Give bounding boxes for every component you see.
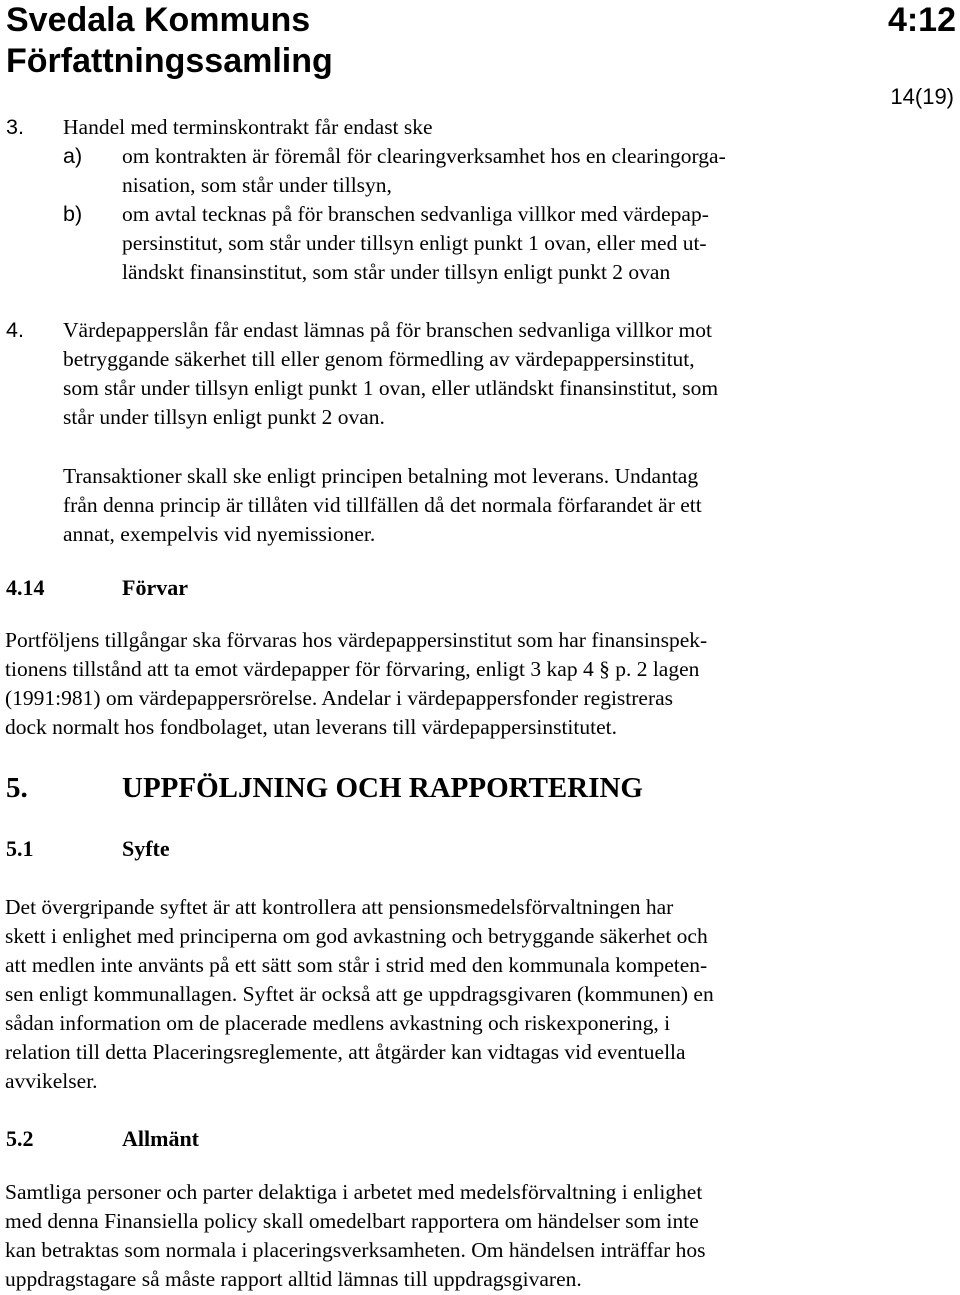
section-5-number: 5. [6, 772, 28, 804]
section-5-1-line7: avvikelser. [5, 1069, 98, 1093]
item4-line2: betryggande säkerhet till eller genom förmedling av värdepappersinstitut, [63, 347, 695, 371]
section-5-1-number: 5.1 [6, 836, 34, 861]
section-5-1-line5: sådan information om de placerade medlens avkastning och riskexponering, i [5, 1011, 671, 1035]
document-header-title [6, 0, 333, 82]
section-5-2-line3: kan betraktas som normala i placeringsverksamheten. Om händelsen inträffar hos [5, 1238, 706, 1262]
section-4-14-paragraph [5, 626, 827, 742]
item3-b-line3: ländskt finansinstitut, som står under tillsyn enligt punkt 2 ovan [122, 260, 671, 284]
section-5-2-paragraph [5, 1178, 827, 1294]
item4-line3: som står under tillsyn enligt punkt 1 ovan, eller utländskt finansinstitut, som [63, 376, 719, 400]
item3-a-label: a) [63, 144, 83, 168]
page-number: 14(19) [890, 84, 954, 109]
item3-b-line2: persinstitut, som står under tillsyn enligt punkt 1 ovan, eller med ut- [122, 231, 707, 255]
section-5-2-title: Allmänt [122, 1126, 199, 1151]
section-5-1-line6: relation till detta Placeringsreglemente, att åtgärder kan vidtagas vid eventuella [5, 1040, 686, 1064]
section-4-14-title: Förvar [122, 575, 188, 600]
section-5-1-line2: skett i enlighet med principerna om god avkastning och betryggande säkerhet och [5, 924, 708, 948]
item4-line4: står under tillsyn enligt punkt 2 ovan. [63, 405, 385, 429]
item3-number: 3. [6, 115, 24, 139]
item4-para2-line2: från denna princip är tillåten vid tillfällen då det normala förfarandet är ett [63, 493, 702, 517]
header-title-line1: Svedala Kommuns [6, 1, 311, 39]
item3-intro: Handel med terminskontrakt får endast ske [63, 115, 433, 139]
section-5-1-line1: Det övergripande syftet är att kontrollera att pensionsmedelsförvaltningen har [5, 895, 674, 919]
document-code: 4:12 [887, 1, 956, 39]
item3-a-line2: nisation, som står under tillsyn, [122, 173, 392, 197]
section-5-1-title: Syfte [122, 836, 170, 861]
item4-number: 4. [6, 318, 24, 342]
item3-b-label: b) [63, 202, 83, 226]
section-4-14-line1: Portföljens tillgångar ska förvaras hos värdepappersinstitut som har finansinspek- [5, 628, 708, 652]
item4-para2-line1: Transaktioner skall ske enligt principen betalning mot leverans. Undantag [63, 464, 699, 488]
section-5-2-line2: med denna Finansiella policy skall omedelbart rapportera om händelser som inte [5, 1209, 699, 1233]
item4-line1: Värdepapperslån får endast lämnas på för branschen sedvanliga villkor mot [63, 318, 712, 342]
section-5-2-line1: Samtliga personer och parter delaktiga i arbetet med medelsförvaltning i enlighet [5, 1180, 703, 1204]
item3-b-line1: om avtal tecknas på för branschen sedvanliga villkor med värdepap- [122, 202, 709, 226]
section-5-1-paragraph [5, 893, 827, 1096]
section-4-14-line3: (1991:981) om värdepappersrörelse. Andelar i värdepappersfonder registreras [5, 686, 674, 710]
item4-para2-line3: annat, exempelvis vid nyemissioner. [63, 522, 376, 546]
section-4-14-line4: dock normalt hos fondbolaget, utan leverans till värdepappersinstitutet. [5, 715, 617, 739]
header-title-line2: Författningssamling [6, 42, 333, 80]
section-5-1-line4: sen enligt kommunallagen. Syftet är också att ge uppdragsgivaren (kommunen) en [5, 982, 714, 1006]
section-5-2-number: 5.2 [6, 1126, 34, 1151]
section-5-2-line4: uppdragstagare så måste rapport alltid lämnas till uppdragsgivaren. [5, 1267, 582, 1291]
section-4-14-line2: tionens tillstånd att ta emot värdepapper för förvaring, enligt 3 kap 4 § p. 2 lagen [5, 657, 700, 681]
section-4-14-number: 4.14 [6, 575, 45, 600]
section-5-title: UPPFÖLJNING OCH RAPPORTERING [122, 772, 643, 804]
item3-a-line1: om kontrakten är föremål för clearingverksamhet hos en clearingorga- [122, 144, 726, 168]
section-5-1-line3: att medlen inte använts på ett sätt som står i strid med den kommunala kompeten- [5, 953, 708, 977]
